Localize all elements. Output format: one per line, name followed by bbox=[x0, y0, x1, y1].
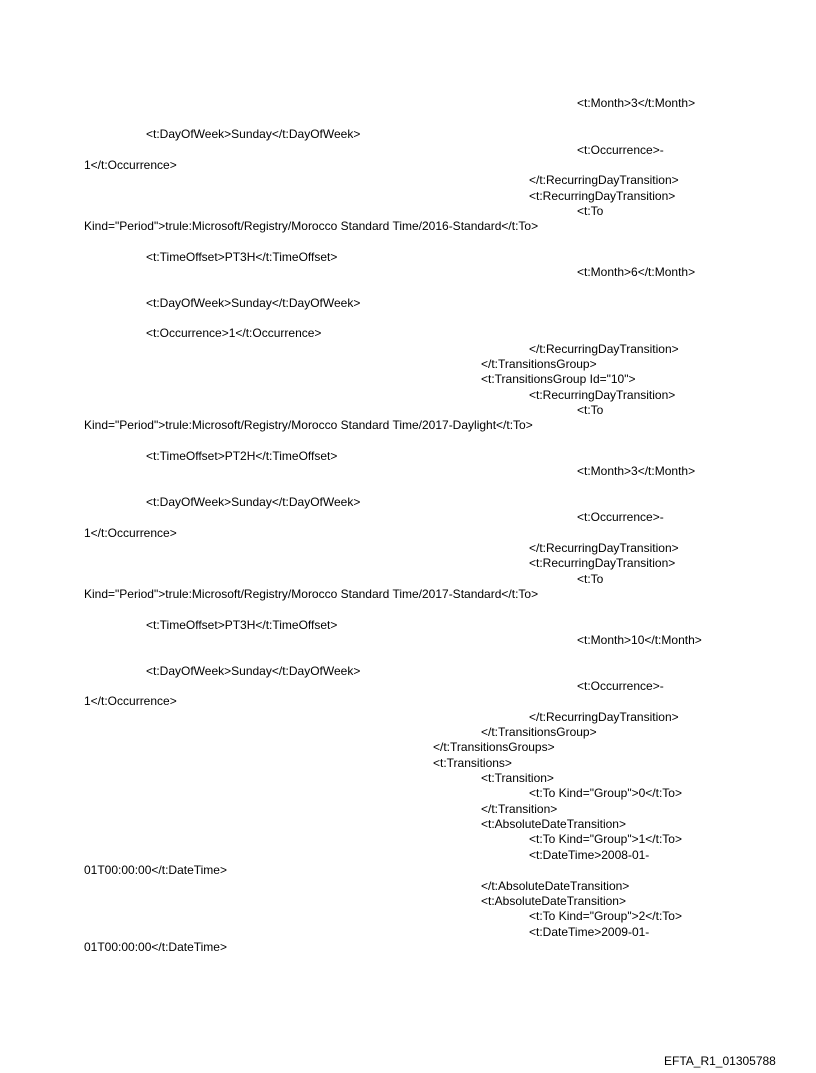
text-line: <t:To Kind="Group">0</t:To> bbox=[529, 786, 682, 800]
text-line: <t:DateTime>2009-01- bbox=[529, 925, 650, 939]
text-line: <t:DayOfWeek>Sunday</t:DayOfWeek> bbox=[146, 664, 361, 678]
text-line: 1</t:Occurrence> bbox=[84, 694, 177, 708]
text-line: <t:Occurrence>- bbox=[577, 510, 664, 524]
text-line: </t:AbsoluteDateTransition> bbox=[481, 879, 630, 893]
text-line: Kind="Period">trule:Microsoft/Registry/Morocco Standard Time/2017-Daylight</t:To> bbox=[84, 418, 533, 432]
text-line: <t:To bbox=[577, 572, 604, 586]
text-line: <t:RecurringDayTransition> bbox=[529, 189, 676, 203]
text-line: </t:RecurringDayTransition> bbox=[529, 710, 679, 724]
text-line: <t:Occurrence>1</t:Occurrence> bbox=[146, 326, 322, 340]
text-line: <t:Month>6</t:Month> bbox=[577, 265, 696, 279]
text-line: <t:Month>10</t:Month> bbox=[577, 633, 702, 647]
text-line: <t:To Kind="Group">2</t:To> bbox=[529, 909, 682, 923]
text-line: <t:To Kind="Group">1</t:To> bbox=[529, 832, 682, 846]
text-line: <t:Occurrence>- bbox=[577, 143, 664, 157]
text-line: </t:TransitionsGroups> bbox=[433, 740, 555, 754]
text-line: <t:Month>3</t:Month> bbox=[577, 464, 696, 478]
text-line: <t:Transitions> bbox=[433, 756, 512, 770]
text-line: <t:DateTime>2008-01- bbox=[529, 848, 650, 862]
text-line: <t:To bbox=[577, 204, 604, 218]
text-line: </t:RecurringDayTransition> bbox=[529, 342, 679, 356]
bates-number: EFTA_R1_01305788 bbox=[664, 1054, 776, 1068]
text-line: <t:AbsoluteDateTransition> bbox=[481, 894, 626, 908]
text-line: Kind="Period">trule:Microsoft/Registry/Morocco Standard Time/2017-Standard</t:To> bbox=[84, 587, 539, 601]
text-line: </t:TransitionsGroup> bbox=[481, 725, 597, 739]
text-line: <t:DayOfWeek>Sunday</t:DayOfWeek> bbox=[146, 296, 361, 310]
text-line: <t:DayOfWeek>Sunday</t:DayOfWeek> bbox=[146, 127, 361, 141]
text-line: <t:TimeOffset>PT3H</t:TimeOffset> bbox=[146, 250, 338, 264]
text-line: <t:Occurrence>- bbox=[577, 679, 664, 693]
text-line: <t:AbsoluteDateTransition> bbox=[481, 817, 626, 831]
text-line: <t:TransitionsGroup Id="10"> bbox=[481, 372, 636, 386]
text-line: 1</t:Occurrence> bbox=[84, 158, 177, 172]
text-line: <t:Month>3</t:Month> bbox=[577, 96, 696, 110]
text-line: </t:TransitionsGroup> bbox=[481, 357, 597, 371]
text-line: 01T00:00:00</t:DateTime> bbox=[84, 940, 227, 954]
text-line: <t:TimeOffset>PT3H</t:TimeOffset> bbox=[146, 618, 338, 632]
text-line: <t:TimeOffset>PT2H</t:TimeOffset> bbox=[146, 449, 338, 463]
text-line: <t:DayOfWeek>Sunday</t:DayOfWeek> bbox=[146, 495, 361, 509]
text-line: <t:Transition> bbox=[481, 771, 554, 785]
text-line: </t:Transition> bbox=[481, 802, 558, 816]
text-line: <t:RecurringDayTransition> bbox=[529, 388, 676, 402]
text-line: 1</t:Occurrence> bbox=[84, 526, 177, 540]
text-line: <t:To bbox=[577, 403, 604, 417]
text-line: 01T00:00:00</t:DateTime> bbox=[84, 863, 227, 877]
text-line: </t:RecurringDayTransition> bbox=[529, 541, 679, 555]
text-line: Kind="Period">trule:Microsoft/Registry/Morocco Standard Time/2016-Standard</t:To> bbox=[84, 219, 539, 233]
text-line: <t:RecurringDayTransition> bbox=[529, 556, 676, 570]
text-line: </t:RecurringDayTransition> bbox=[529, 173, 679, 187]
